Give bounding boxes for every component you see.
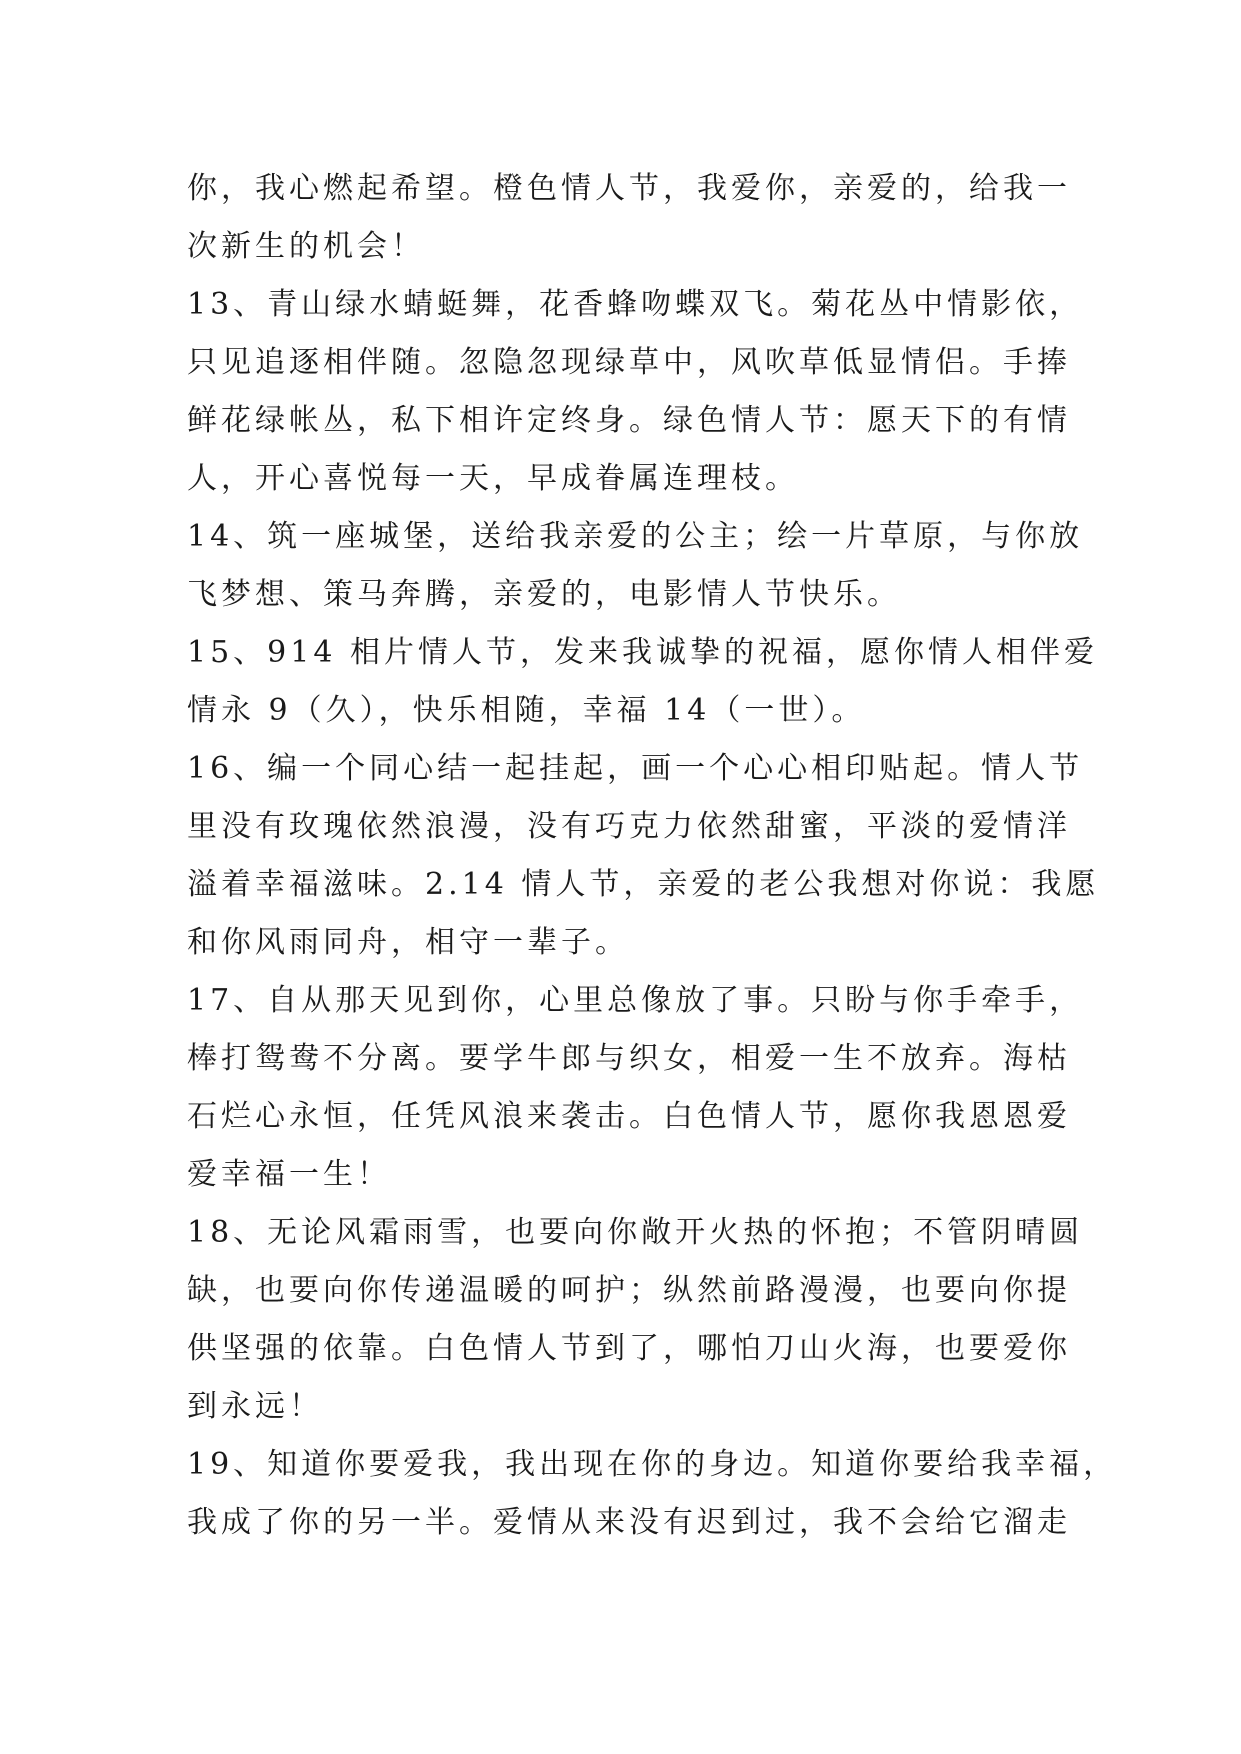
- text-line: 溢着幸福滋味。2.14 情人节，亲爱的老公我想对你说：我愿: [187, 867, 1100, 902]
- text-line: 只见追逐相伴随。忽隐忽现绿草中，风吹草低显情侣。手捧: [187, 345, 1071, 380]
- text-line: 人，开心喜悦每一天，早成眷属连理枝。: [187, 461, 799, 496]
- text-line: 14、筑一座城堡，送给我亲爱的公主；绘一片草原，与你放: [187, 519, 1084, 554]
- text-line: 你，我心燃起希望。橙色情人节，我爱你，亲爱的，给我一: [187, 171, 1071, 206]
- body-text: [187, 160, 1118, 1552]
- text-line: 到永远！: [187, 1389, 323, 1424]
- text-line: 次新生的机会！: [187, 229, 425, 264]
- text-line: 缺，也要向你传递温暖的呵护；纵然前路漫漫，也要向你提: [187, 1273, 1071, 1308]
- text-line: 石烂心永恒，任凭风浪来袭击。白色情人节，愿你我恩恩爱: [187, 1099, 1071, 1134]
- text-line: 鲜花绿帐丛，私下相许定终身。绿色情人节：愿天下的有情: [187, 403, 1071, 438]
- text-line: 19、知道你要爱我，我出现在你的身边。知道你要给我幸福，: [187, 1447, 1118, 1482]
- text-line: 飞梦想、策马奔腾，亲爱的，电影情人节快乐。: [187, 577, 901, 612]
- text-line: 和你风雨同舟，相守一辈子。: [187, 925, 629, 960]
- text-line: 16、编一个同心结一起挂起，画一个心心相印贴起。情人节: [187, 751, 1084, 786]
- text-line: 情永 9（久），快乐相随，幸福 14（一世）。: [187, 693, 866, 728]
- text-line: 我成了你的另一半。爱情从来没有迟到过，我不会给它溜走: [187, 1505, 1071, 1540]
- text-line: 18、无论风霜雨雪，也要向你敞开火热的怀抱；不管阴晴圆: [187, 1215, 1084, 1250]
- text-line: 爱幸福一生！: [187, 1157, 391, 1192]
- text-line: 17、自从那天见到你，心里总像放了事。只盼与你手牵手，: [187, 983, 1084, 1018]
- text-line: 里没有玫瑰依然浪漫，没有巧克力依然甜蜜，平淡的爱情洋: [187, 809, 1071, 844]
- text-line: 15、914 相片情人节，发来我诚挚的祝福，愿你情人相伴爱: [187, 635, 1098, 670]
- text-line: 棒打鸳鸯不分离。要学牛郎与织女，相爱一生不放弃。海枯: [187, 1041, 1071, 1076]
- text-line: 13、青山绿水蜻蜓舞，花香蜂吻蝶双飞。菊花丛中情影依，: [187, 287, 1084, 322]
- text-line: 供坚强的依靠。白色情人节到了，哪怕刀山火海，也要爱你: [187, 1331, 1071, 1366]
